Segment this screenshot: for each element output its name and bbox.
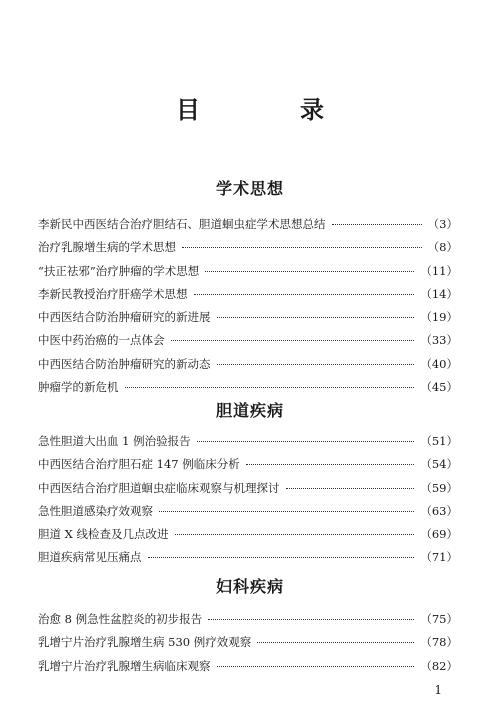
dot-leader [217, 364, 415, 365]
toc-entry-page: （69） [420, 527, 458, 542]
dot-leader [159, 511, 414, 512]
toc-entry-page: （11） [420, 263, 458, 278]
toc-entry-title: 中医中药治癌的一点体会 [38, 333, 165, 348]
toc-entry[interactable] [38, 526, 458, 549]
dot-leader [171, 340, 415, 341]
toc-list-biliary-diseases [38, 433, 458, 573]
toc-entry[interactable] [38, 456, 458, 479]
toc-entry-page: （54） [420, 457, 458, 472]
dot-leader [332, 224, 422, 225]
dot-leader [197, 441, 415, 442]
section-heading-academic-thought: 学术思想 [215, 179, 284, 198]
section-heading-gynecological-diseases: 妇科疾病 [215, 577, 284, 596]
toc-entry-title: 李新民教授治疗肝癌学术思想 [38, 286, 188, 301]
toc-entry[interactable] [38, 433, 458, 456]
toc-entry-title: 胆道 X 线检查及几点改进 [38, 527, 169, 542]
toc-entry[interactable] [38, 549, 458, 572]
toc-entry[interactable] [38, 216, 458, 239]
toc-entry[interactable] [38, 332, 458, 355]
toc-entry-page: （40） [420, 356, 458, 371]
toc-entry-title: 中西医结合防治肿瘤研究的新动态 [38, 356, 211, 371]
dot-leader [205, 271, 414, 272]
toc-entry-page: （14） [420, 286, 458, 301]
dot-leader [208, 619, 414, 620]
toc-entry-title: 李新民中西医结合治疗胆结石、胆道蛔虫症学术思想总结 [38, 217, 326, 231]
toc-entry[interactable] [38, 286, 458, 309]
toc-entry-title: 乳增宁片治疗乳腺增生病 530 例疗效观察 [38, 635, 252, 650]
toc-entry[interactable] [38, 480, 458, 503]
toc-entry-title: 中西医结合治疗胆道蛔虫症临床观察与机理探讨 [38, 480, 280, 495]
dot-leader [286, 488, 415, 489]
toc-entry-title: 中西医结合防治肿瘤研究的新进展 [38, 310, 211, 325]
toc-entry-page: （82） [420, 658, 458, 673]
toc-entry-title: “扶正祛邪”治疗肿瘤的学术思想 [38, 263, 200, 278]
page-number: 1 [434, 683, 442, 697]
toc-entry[interactable] [38, 658, 458, 681]
toc-entry[interactable] [38, 309, 458, 332]
toc-list-gynecological-diseases [38, 611, 458, 681]
toc-entry-title: 急性胆道感染疗效观察 [38, 503, 153, 518]
toc-entry-page: （78） [420, 635, 458, 650]
dot-leader [246, 464, 415, 465]
toc-entry[interactable] [38, 263, 458, 286]
toc-entry[interactable] [38, 503, 458, 526]
toc-entry-title: 治疗乳腺增生病的学术思想 [38, 240, 176, 255]
dot-leader [125, 387, 415, 388]
dot-leader [182, 247, 422, 248]
section-heading-biliary-diseases: 胆道疾病 [215, 401, 284, 420]
toc-entry-title: 肿瘤学的新危机 [38, 380, 119, 395]
toc-entry-page: （51） [420, 434, 458, 448]
toc-entry-title: 中西医结合治疗胆石症 147 例临床分析 [38, 457, 240, 472]
toc-list-academic-thought [38, 216, 458, 402]
toc-entry-page: （3） [427, 217, 458, 231]
dot-leader [257, 642, 414, 643]
toc-entry[interactable] [38, 634, 458, 657]
toc-entry-page: （19） [420, 310, 458, 325]
toc-entry-title: 治愈 8 例急性盆腔炎的初步报告 [38, 612, 203, 626]
toc-entry[interactable] [38, 356, 458, 379]
dot-leader [217, 317, 415, 318]
toc-entry-title: 急性胆道大出血 1 例治验报告 [38, 434, 191, 448]
toc-entry-page: （8） [427, 240, 458, 255]
toc-entry-page: （59） [420, 480, 458, 495]
dot-leader [194, 294, 415, 295]
toc-entry-page: （45） [420, 380, 458, 395]
toc-entry-page: （75） [420, 612, 458, 626]
toc-entry-page: （33） [420, 333, 458, 348]
dot-leader [148, 557, 415, 558]
toc-entry-page: （71） [420, 550, 458, 565]
toc-entry-page: （63） [420, 503, 458, 518]
dot-leader [217, 666, 415, 667]
toc-entry-title: 乳增宁片治疗乳腺增生病临床观察 [38, 658, 211, 673]
dot-leader [175, 534, 415, 535]
toc-entry[interactable] [38, 239, 458, 262]
toc-entry[interactable] [38, 611, 458, 634]
page-title: 目 录 [176, 96, 362, 124]
toc-entry-title: 胆道疾病常见压痛点 [38, 550, 142, 565]
